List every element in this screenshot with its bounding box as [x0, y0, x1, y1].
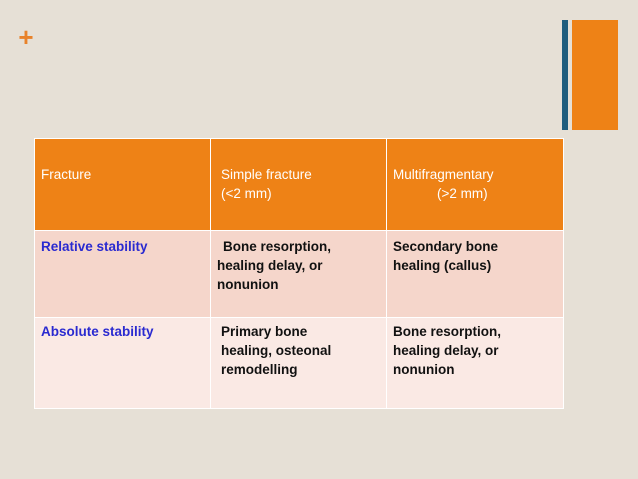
table-header-row	[35, 139, 564, 231]
header-cell-fracture	[35, 139, 211, 231]
cell-text-line: healing, osteonal	[221, 343, 332, 358]
header-simple-label: Simple fracture	[221, 167, 312, 182]
cell-text-line: healing (callus)	[393, 258, 492, 273]
simple-cell	[211, 318, 387, 409]
decorative-orange-block	[572, 20, 618, 130]
row-label-absolute-stability: Absolute stability	[41, 324, 154, 339]
header-simple-range: (<2 mm)	[221, 186, 272, 201]
cell-text-line: Secondary bone	[393, 239, 499, 254]
decorative-blue-bar	[562, 20, 568, 130]
multi-cell	[387, 318, 564, 409]
row-label-cell	[35, 231, 211, 318]
header-cell-simple	[211, 139, 387, 231]
cell-text-line: Bone resorption,	[223, 239, 332, 254]
row-label-cell	[35, 318, 211, 409]
cell-text-line: healing delay, or	[393, 343, 499, 358]
cell-text-line: nonunion	[393, 362, 455, 377]
simple-cell	[211, 231, 387, 318]
header-multi-range: (>2 mm)	[437, 186, 488, 201]
plus-icon: +	[18, 22, 34, 52]
cell-text-line: remodelling	[221, 362, 298, 377]
cell-text-line: healing delay, or	[217, 258, 323, 273]
table-row	[35, 231, 564, 318]
stability-table	[34, 138, 564, 409]
cell-text-line: Bone resorption,	[393, 324, 502, 339]
header-multi-label: Multifragmentary	[393, 167, 494, 182]
header-fracture-label: Fracture	[41, 167, 92, 182]
cell-text-line: nonunion	[217, 277, 279, 292]
row-label-relative-stability: Relative stability	[41, 239, 148, 254]
multi-cell	[387, 231, 564, 318]
table-row	[35, 318, 564, 409]
header-cell-multi	[387, 139, 564, 231]
cell-text-line: Primary bone	[221, 324, 308, 339]
